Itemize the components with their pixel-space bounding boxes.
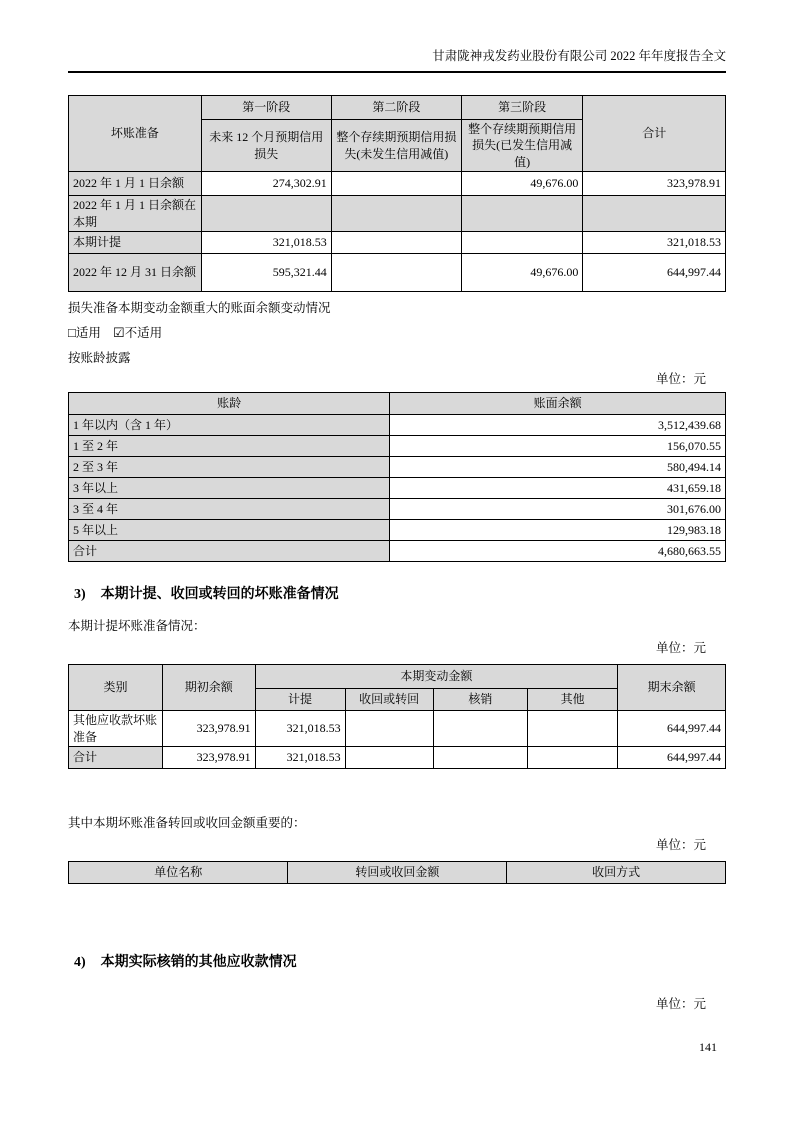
header-rule [68, 71, 726, 73]
not-applicable-label: 不适用 [124, 326, 163, 340]
unit-label: 单位：元 [655, 372, 706, 386]
category-header-cell: 类别 [69, 665, 163, 711]
age-label-cell: 1 至 2 年 [69, 436, 390, 457]
table-row [69, 711, 726, 747]
table-row [69, 436, 726, 457]
writeoff-header-cell: 核销 [433, 689, 528, 711]
stage2-value-cell [331, 232, 461, 254]
other-value-cell [528, 711, 618, 747]
stage1-value-cell: 321,018.53 [201, 232, 331, 254]
age-label-cell: 2 至 3 年 [69, 457, 390, 478]
table-row [69, 196, 726, 232]
table-row [69, 478, 726, 499]
recovery-table [68, 861, 726, 884]
stage3-subheader-cell: 整个存续期预期信用损失(已发生信用减值) [461, 120, 583, 172]
applicable-label: 适用 [75, 326, 101, 340]
age-label-cell: 3 年以上 [69, 478, 390, 499]
opening-value-cell: 323,978.91 [162, 747, 255, 769]
applicability-line [68, 325, 726, 341]
row-label-cell: 2022 年 1 月 1 日余额 [69, 172, 202, 196]
row-label-cell: 2022 年 1 月 1 日余额在本期 [69, 196, 202, 232]
age-label-cell: 合计 [69, 541, 390, 562]
unit-label: 单位：元 [655, 997, 706, 1011]
aging-table [68, 392, 726, 562]
balance-value-cell: 129,983.18 [390, 520, 726, 541]
total-value-cell [583, 196, 726, 232]
balance-value-cell: 301,676.00 [390, 499, 726, 520]
total-value-cell: 644,997.44 [583, 254, 726, 292]
recovery-note: 其中本期坏账准备转回或收回金额重要的： [68, 816, 306, 830]
stage2-value-cell [331, 172, 461, 196]
aging-disclosure-note: 按账龄披露 [68, 351, 131, 365]
amount-header-cell: 转回或收回金额 [288, 862, 507, 884]
table-row [69, 457, 726, 478]
unit-name-header-cell: 单位名称 [69, 862, 288, 884]
aging-table-header-row [69, 393, 726, 415]
section-3-heading [74, 586, 726, 604]
section-4-title: 本期实际核销的其他应收款情况 [100, 955, 297, 970]
table-row [69, 747, 726, 769]
bad-debt-stage-table [68, 95, 726, 292]
age-label-cell: 3 至 4 年 [69, 499, 390, 520]
balance-value-cell: 4,680,663.55 [390, 541, 726, 562]
table-row [69, 499, 726, 520]
closing-value-cell: 644,997.44 [618, 711, 726, 747]
stage2-value-cell [331, 254, 461, 292]
method-header-cell: 收回方式 [507, 862, 726, 884]
stage3-value-cell: 49,676.00 [461, 254, 583, 292]
stage2-header-cell: 第二阶段 [331, 96, 461, 120]
balance-value-cell: 431,659.18 [390, 478, 726, 499]
opening-value-cell: 323,978.91 [162, 711, 255, 747]
significant-change-note: 损失准备本期变动金额重大的账面余额变动情况 [68, 301, 331, 315]
provision-table-header-row-1 [69, 665, 726, 689]
table-row [69, 232, 726, 254]
section-3-title: 本期计提、收回或转回的坏账准备情况 [100, 587, 339, 602]
row-label-cell: 2022 年 12 月 31 日余额 [69, 254, 202, 292]
table-row [69, 254, 726, 292]
stage2-value-cell [331, 196, 461, 232]
corner-header-cell: 坏账准备 [69, 96, 202, 172]
balance-header-cell: 账面余额 [390, 393, 726, 415]
balance-value-cell: 156,070.55 [390, 436, 726, 457]
age-header-cell: 账龄 [69, 393, 390, 415]
provision-header-cell: 计提 [255, 689, 345, 711]
recovery-table-header-row [69, 862, 726, 884]
stage3-value-cell: 49,676.00 [461, 172, 583, 196]
writeoff-value-cell [433, 747, 528, 769]
stage2-subheader-cell: 整个存续期预期信用损失(未发生信用减值) [331, 120, 461, 172]
table-row [69, 541, 726, 562]
closing-header-cell: 期末余额 [618, 665, 726, 711]
stage3-value-cell [461, 232, 583, 254]
stage-table-header-row-1 [69, 96, 726, 120]
balance-value-cell: 580,494.14 [390, 457, 726, 478]
section-4-number: 4) [74, 955, 86, 970]
stage1-header-cell: 第一阶段 [201, 96, 331, 120]
stage1-subheader-cell: 未来 12 个月预期信用损失 [201, 120, 331, 172]
page-number: 141 [699, 1040, 717, 1054]
unit-label: 单位：元 [655, 838, 706, 852]
page-header [68, 0, 726, 65]
stage3-value-cell [461, 196, 583, 232]
writeoff-value-cell [433, 711, 528, 747]
provision-value-cell: 321,018.53 [255, 711, 345, 747]
closing-value-cell: 644,997.44 [618, 747, 726, 769]
category-label-cell: 合计 [69, 747, 163, 769]
row-label-cell: 本期计提 [69, 232, 202, 254]
checkbox-unchecked-icon: □ [68, 325, 76, 340]
category-label-cell: 其他应收款坏账准备 [69, 711, 163, 747]
section-3-intro: 本期计提坏账准备情况： [68, 619, 206, 633]
balance-value-cell: 3,512,439.68 [390, 415, 726, 436]
provision-value-cell: 321,018.53 [255, 747, 345, 769]
unit-label: 单位：元 [655, 641, 706, 655]
checkbox-checked-icon: ☑ [113, 325, 125, 340]
stage3-header-cell: 第三阶段 [461, 96, 583, 120]
section-3-number: 3) [74, 587, 86, 602]
recovery-value-cell [345, 711, 433, 747]
recovery-value-cell [345, 747, 433, 769]
total-header-cell: 合计 [583, 96, 726, 172]
other-header-cell: 其他 [528, 689, 618, 711]
change-group-header-cell: 本期变动金额 [255, 665, 618, 689]
section-4-heading [74, 954, 726, 972]
stage1-value-cell: 595,321.44 [201, 254, 331, 292]
other-value-cell [528, 747, 618, 769]
table-row [69, 415, 726, 436]
stage1-value-cell: 274,302.91 [201, 172, 331, 196]
table-row [69, 520, 726, 541]
age-label-cell: 5 年以上 [69, 520, 390, 541]
table-row [69, 172, 726, 196]
total-value-cell: 323,978.91 [583, 172, 726, 196]
stage1-value-cell [201, 196, 331, 232]
report-title: 甘肃陇神戎发药业股份有限公司 2022 年年度报告全文 [432, 49, 726, 63]
total-value-cell: 321,018.53 [583, 232, 726, 254]
age-label-cell: 1 年以内（含 1 年） [69, 415, 390, 436]
recovery-header-cell: 收回或转回 [345, 689, 433, 711]
opening-header-cell: 期初余额 [162, 665, 255, 711]
provision-change-table [68, 664, 726, 769]
